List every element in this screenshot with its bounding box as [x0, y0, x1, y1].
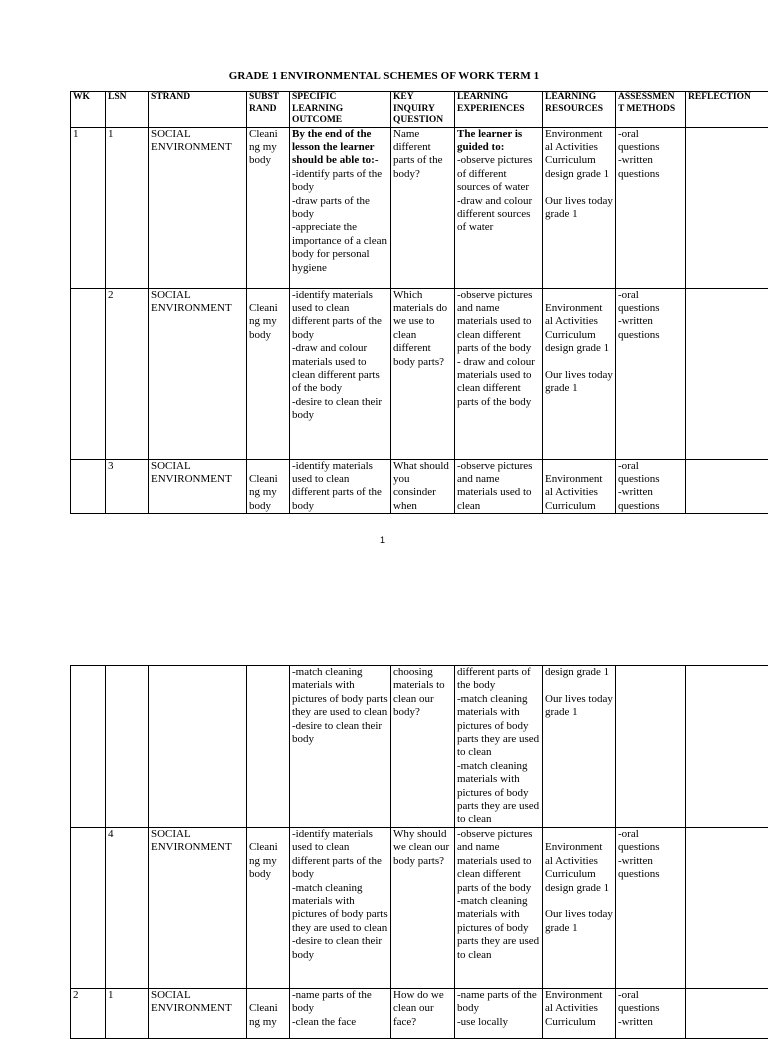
cell-wk: 1	[71, 127, 106, 288]
table-row	[71, 459, 768, 514]
cell-experiences: -observe pictures and name materials used to clean	[455, 459, 543, 514]
cell-outcome: -match cleaning materials with pictures of body parts they are used to clean -desire to clean their body	[290, 666, 391, 828]
table-header-row	[71, 92, 768, 128]
table-row	[71, 666, 768, 828]
schemes-table-page-2	[70, 665, 768, 1039]
table-row	[71, 827, 768, 988]
header-assessment: ASSESSMEN T METHODS	[616, 92, 686, 128]
cell-strand: SOCIAL ENVIRONMENT	[149, 459, 247, 514]
cell-lsn: 1	[106, 988, 149, 1038]
cell-question: How do we clean our face?	[391, 988, 455, 1038]
cell-reflection	[686, 459, 768, 514]
cell-assessment: -oral questions -written	[616, 988, 686, 1038]
cell-reflection	[686, 127, 768, 288]
cell-wk	[71, 666, 106, 828]
cell-substrand	[247, 666, 290, 828]
cell-strand: SOCIAL ENVIRONMENT	[149, 288, 247, 459]
cell-substrand: Cleani ng my body	[247, 127, 290, 288]
outcome-lead: By the end of the lesson the learner should be able to:-	[292, 128, 388, 168]
header-lsn: LSN	[106, 92, 149, 128]
table-row	[71, 988, 768, 1038]
header-wk: WK	[71, 92, 106, 128]
cell-experiences: different parts of the body -match cleaning materials with pictures of body parts they are used to clean -match cleaning materials with pictures of body parts they are used to clean	[455, 666, 543, 828]
cell-strand	[149, 666, 247, 828]
cell-question: Why should we clean our body parts?	[391, 827, 455, 988]
cell-wk: 2	[71, 988, 106, 1038]
cell-strand: SOCIAL ENVIRONMENT	[149, 127, 247, 288]
header-substrand: SUBST RAND	[247, 92, 290, 128]
cell-assessment: -oral questions -written questions	[616, 459, 686, 514]
cell-substrand: Cleani ng my body	[247, 827, 290, 988]
cell-lsn: 1	[106, 127, 149, 288]
cell-lsn: 2	[106, 288, 149, 459]
header-reflection: REFLECTION	[686, 92, 768, 128]
cell-substrand: Cleani ng my	[247, 988, 290, 1038]
header-experiences: LEARNING EXPERIENCES	[455, 92, 543, 128]
table-row	[71, 288, 768, 459]
schemes-table-page-1	[70, 91, 768, 514]
experiences-lead: The learner is guided to:	[457, 128, 540, 155]
cell-experiences: -observe pictures and name materials used to clean different parts of the body -match cleaning materials with pictures of body parts they are used to clean	[455, 827, 543, 988]
cell-resources: Environment al Activities Curriculum design grade 1 Our lives today grade 1	[543, 127, 616, 288]
page-number: 1	[380, 535, 390, 545]
cell-resources: Environment al Activities Curriculum	[543, 988, 616, 1038]
cell-reflection	[686, 827, 768, 988]
cell-outcome: -identify materials used to clean different parts of the body -draw and colour materials used to clean different parts of the body -desire to clean their body	[290, 288, 391, 459]
cell-substrand: Cleani ng my body	[247, 459, 290, 514]
cell-assessment: -oral questions -written questions	[616, 288, 686, 459]
cell-lsn: 4	[106, 827, 149, 988]
cell-resources: Environment al Activities Curriculum design grade 1 Our lives today grade 1	[543, 288, 616, 459]
cell-reflection	[686, 988, 768, 1038]
cell-lsn: 3	[106, 459, 149, 514]
cell-resources: design grade 1 Our lives today grade 1	[543, 666, 616, 828]
header-question: KEY INQUIRY QUESTION	[391, 92, 455, 128]
table-row	[71, 127, 768, 288]
cell-strand: SOCIAL ENVIRONMENT	[149, 827, 247, 988]
cell-strand: SOCIAL ENVIRONMENT	[149, 988, 247, 1038]
cell-assessment	[616, 666, 686, 828]
cell-question: Name different parts of the body?	[391, 127, 455, 288]
cell-experiences: -name parts of the body -use locally	[455, 988, 543, 1038]
cell-lsn	[106, 666, 149, 828]
cell-substrand: Cleani ng my body	[247, 288, 290, 459]
cell-experiences: The learner is guided to: -observe pictures of different sources of water -draw and colour different sources of water	[455, 127, 543, 288]
cell-outcome: -identify materials used to clean different parts of the body -match cleaning materials with pictures of body parts they are used to clean -desire to clean their body	[290, 827, 391, 988]
cell-outcome: -identify materials used to clean different parts of the body	[290, 459, 391, 514]
cell-assessment: -oral questions -written questions	[616, 127, 686, 288]
header-resources: LEARNING RESOURCES	[543, 92, 616, 128]
cell-question: choosing materials to clean our body?	[391, 666, 455, 828]
cell-question: What should you consinder when	[391, 459, 455, 514]
cell-wk	[71, 459, 106, 514]
cell-assessment: -oral questions -written questions	[616, 827, 686, 988]
cell-question: Which materials do we use to clean different body parts?	[391, 288, 455, 459]
cell-experiences: -observe pictures and name materials used to clean different parts of the body - draw and colour materials used to clean different parts of the body	[455, 288, 543, 459]
cell-reflection	[686, 666, 768, 828]
cell-resources: Environment al Activities Curriculum	[543, 459, 616, 514]
cell-wk	[71, 827, 106, 988]
cell-reflection	[686, 288, 768, 459]
header-outcome: SPECIFIC LEARNING OUTCOME	[290, 92, 391, 128]
header-strand: STRAND	[149, 92, 247, 128]
cell-outcome: By the end of the lesson the learner should be able to:- -identify parts of the body -draw parts of the body -appreciate the importance of a clean body for personal hygiene	[290, 127, 391, 288]
cell-resources: Environment al Activities Curriculum design grade 1 Our lives today grade 1	[543, 827, 616, 988]
page-title: GRADE 1 ENVIRONMENTAL SCHEMES OF WORK TERM 1	[0, 70, 768, 82]
cell-wk	[71, 288, 106, 459]
cell-outcome: -name parts of the body -clean the face	[290, 988, 391, 1038]
